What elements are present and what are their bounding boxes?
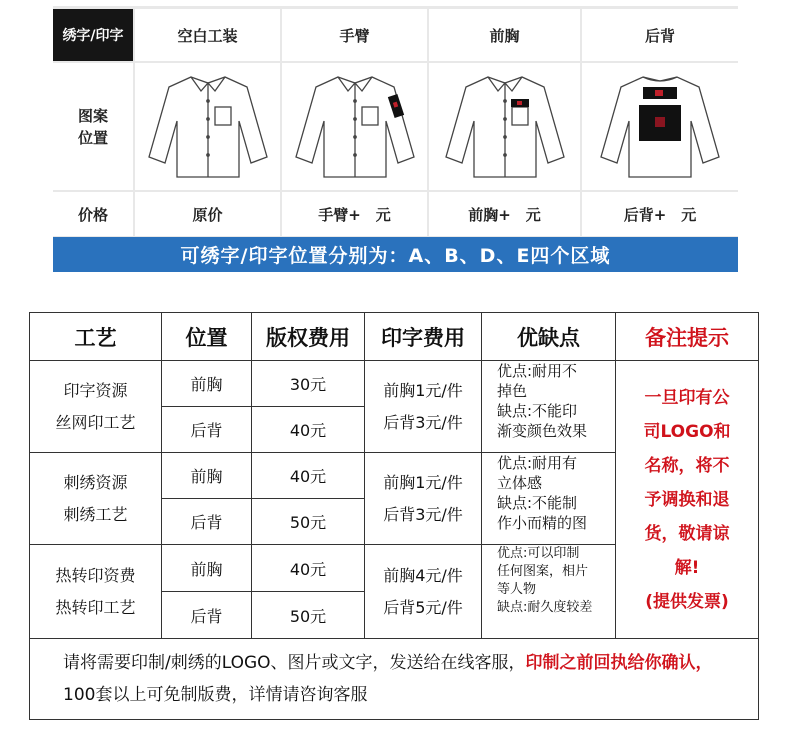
shirt-arm-cell xyxy=(282,63,427,190)
remarks-line: 一旦印有公 xyxy=(644,387,730,408)
shirt-arm-icon xyxy=(290,69,420,184)
copyright-fee: 40元 xyxy=(251,406,364,452)
position-back: 后背 xyxy=(161,498,251,544)
pros-cons-cell xyxy=(481,452,615,544)
copyright-fee: 50元 xyxy=(251,591,364,638)
craft-title: 刺绣资源 xyxy=(63,472,128,492)
shirt-back-icon xyxy=(595,69,725,184)
pros-cons-line: 缺点:不能印 xyxy=(497,402,578,420)
copyright-fee: 30元 xyxy=(251,360,364,406)
pros-cons-line: 缺点:耐久度较差 xyxy=(497,600,593,615)
remarks-line: 司LOGO和 xyxy=(643,421,731,442)
print-fee-cell xyxy=(364,544,481,638)
pros-cons-line: 立体感 xyxy=(497,474,543,492)
pros-cons-cell xyxy=(481,544,615,638)
print-fee-back: 后背5元/件 xyxy=(383,597,463,617)
copyright-fee: 50元 xyxy=(251,498,364,544)
pros-cons-line: 作小而精的图 xyxy=(497,514,588,532)
shirt-blank-cell xyxy=(135,63,280,190)
print-fee-back: 后背3元/件 xyxy=(383,412,463,432)
price-blank: 原价 xyxy=(135,192,280,236)
row-label-pattern-position: 图案 位置 xyxy=(53,63,133,190)
craft-subtitle: 丝网印工艺 xyxy=(55,412,136,432)
footer-text-end: 100套以上可免制版费，详情请咨询客服 xyxy=(63,685,368,705)
pros-cons-line: 掉色 xyxy=(497,382,528,400)
pros-cons-line: 等人物 xyxy=(497,582,537,597)
th-pros-cons: 优缺点 xyxy=(481,313,615,360)
remarks-line: (提供发票) xyxy=(645,591,729,612)
footer-instructions xyxy=(30,638,758,720)
footer-text: 请将需要印制/刺绣的LOGO、图片或文字，发送给在线客服， xyxy=(63,653,526,673)
print-fee-front: 前胸1元/件 xyxy=(383,380,463,400)
print-fee-cell xyxy=(364,360,481,452)
pros-cons-line: 优点:耐用有 xyxy=(497,454,578,472)
shirt-back-cell xyxy=(582,63,738,190)
craft-embroidery xyxy=(30,452,161,544)
header-arm: 手臂 xyxy=(282,9,427,61)
remarks-note xyxy=(615,360,758,638)
craft-subtitle: 刺绣工艺 xyxy=(63,504,128,524)
row-label-price: 价格 xyxy=(53,192,133,236)
th-print-fee: 印字费用 xyxy=(364,313,481,360)
th-craft: 工艺 xyxy=(74,325,117,350)
header-blank-workwear: 空白工装 xyxy=(135,9,280,61)
footer-red-text: 印制之前回执给你确认， xyxy=(525,653,713,673)
craft-subtitle: 热转印工艺 xyxy=(55,597,136,617)
embroidery-position-panel xyxy=(53,6,738,272)
position-front: 前胸 xyxy=(161,452,251,498)
copyright-fee: 40元 xyxy=(251,544,364,591)
position-banner: 可绣字/印字位置分别为：A、B、D、E四个区域 xyxy=(53,237,738,272)
print-fee-front: 前胸4元/件 xyxy=(383,565,463,585)
header-embroidery-print: 绣字/印字 xyxy=(53,9,133,61)
remarks-line: 名称，将不 xyxy=(644,455,730,476)
price-arm: 手臂+ 元 xyxy=(282,192,427,236)
th-remarks: 备注提示 xyxy=(615,313,758,360)
copyright-fee: 40元 xyxy=(251,452,364,498)
remarks-line: 货，敬请谅 xyxy=(644,523,730,544)
shirt-front-icon xyxy=(143,69,273,184)
pros-cons-line: 优点:耐用不 xyxy=(497,362,578,380)
th-position: 位置 xyxy=(161,313,251,360)
position-front: 前胸 xyxy=(161,360,251,406)
pros-cons-line: 缺点:不能制 xyxy=(497,494,578,512)
remarks-line: 解! xyxy=(674,557,700,578)
price-chest: 前胸+ 元 xyxy=(429,192,580,236)
pros-cons-line: 任何图案，相片 xyxy=(497,564,589,579)
pros-cons-line: 渐变颜色效果 xyxy=(497,422,588,440)
position-back: 后背 xyxy=(161,406,251,452)
craft-heat-transfer xyxy=(30,544,161,638)
header-back: 后背 xyxy=(582,9,738,61)
craft-title: 热转印资费 xyxy=(55,565,136,585)
shirt-chest-cell xyxy=(429,63,580,190)
print-fee-cell xyxy=(364,452,481,544)
th-copyright-fee: 版权费用 xyxy=(251,313,364,360)
position-back: 后背 xyxy=(161,591,251,638)
pricing-table xyxy=(29,312,759,720)
header-chest: 前胸 xyxy=(429,9,580,61)
remarks-line: 予调换和退 xyxy=(644,489,730,510)
pros-cons-line: 优点:可以印制 xyxy=(497,546,580,561)
print-fee-front: 前胸1元/件 xyxy=(383,472,463,492)
pros-cons-cell xyxy=(481,360,615,452)
position-front: 前胸 xyxy=(161,544,251,591)
price-back: 后背+ 元 xyxy=(582,192,738,236)
craft-title: 印字资源 xyxy=(63,380,128,400)
print-fee-back: 后背3元/件 xyxy=(383,504,463,524)
shirt-chest-icon xyxy=(440,69,570,184)
craft-screen-print xyxy=(30,360,161,452)
